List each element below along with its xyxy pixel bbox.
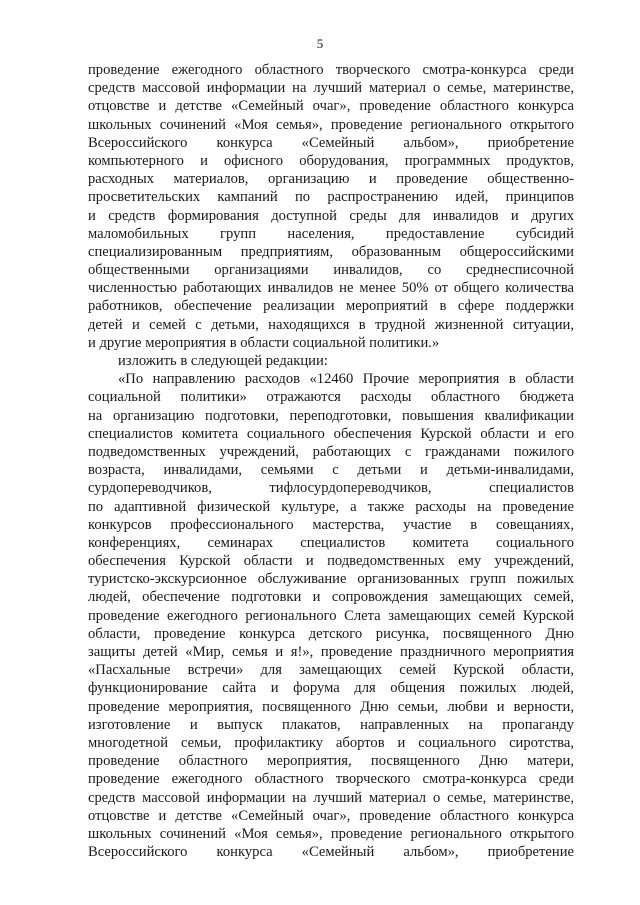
text-line: школьных сочинений «Моя семья», проведение регионального открытого xyxy=(88,116,574,133)
text-line: социальной политики» отражаются расходы областного бюджета xyxy=(88,389,574,406)
text-line: и средств формирования доступной среды для инвалидов и других xyxy=(88,207,574,224)
text-line: отцовстве и детстве «Семейный очаг», проведение областного конкурса xyxy=(88,98,574,115)
text-line: людей, обеспечение подготовки и сопровождения замещающих семей, xyxy=(88,589,574,606)
text-line: сурдопереводчиков, тифлосурдопереводчиков, специалистов xyxy=(88,480,574,497)
text-line: школьных сочинений «Моя семья», проведение регионального открытого xyxy=(88,825,574,842)
document-body xyxy=(88,61,574,861)
text-line: изготовление и выпуск плакатов, направленных на пропаганду xyxy=(88,716,574,733)
text-line: Всероссийского конкурса «Семейный альбом», приобретение xyxy=(88,844,574,861)
text-line: функционирование сайта и форума для общения пожилых людей, xyxy=(88,680,574,697)
text-line: расходных материалов, организацию и проведение общественно- xyxy=(88,171,574,188)
paragraph-new-wording xyxy=(88,370,574,861)
page-number: 5 xyxy=(316,36,324,51)
text-line: проведение ежегодного областного творческого смотра-конкурса среди xyxy=(88,62,574,78)
text-line: отцовстве и детстве «Семейный очаг», проведение областного конкурса xyxy=(88,807,574,824)
text-line: специалистов комитета социального обеспечения Курской области и его xyxy=(88,425,574,442)
text-line: проведение ежегодного областного творческого смотра-конкурса среди xyxy=(88,771,574,788)
text-line: средств массовой информации на лучший материал о семье, материнстве, xyxy=(88,789,574,806)
text-line: и другие мероприятия в области социальной политики.» xyxy=(88,334,440,351)
text-line: «Пасхальные встречи» для замещающих семей Курской области, xyxy=(88,662,574,679)
text-line: численностью работающих инвалидов не менее 50% от общего количества xyxy=(88,280,574,297)
text-line: «По направлению расходов «12460 Прочие мероприятия в области xyxy=(118,371,574,388)
text-line: просветительских кампаний по распространению идей, принципов xyxy=(88,189,574,206)
text-line: компьютерного и офисного оборудования, программных продуктов, xyxy=(88,152,574,169)
text-line: многодетной семьи, профилактику абортов и социального сиротства, xyxy=(88,734,574,751)
text-line: специализированным предприятиям, образованным общероссийскими xyxy=(88,243,574,260)
text-line: работников, обеспечение реализации мероприятий в сфере поддержки xyxy=(88,298,574,315)
text-line: изложить в следующей редакции: xyxy=(118,353,328,369)
text-line: защиты детей «Мир, семья и я!», проведение праздничного мероприятия xyxy=(88,644,574,660)
text-line: подведомственных учреждений, работающих с гражданами пожилого xyxy=(88,443,574,460)
text-line: маломобильных групп населения, предоставление субсидий xyxy=(88,225,574,242)
text-line: Всероссийского конкурса «Семейный альбом», приобретение xyxy=(88,134,574,151)
text-line: туристско-экскурсионное обслуживание организованных групп пожилых xyxy=(88,571,574,588)
text-line: средств массовой информации на лучший материал о семье, материнстве, xyxy=(88,80,574,97)
text-line: обеспечения Курской области и подведомственных ему учреждений, xyxy=(88,553,574,570)
text-line: проведение областного мероприятия, посвященного Дню матери, xyxy=(88,753,574,770)
text-line: на организацию подготовки, переподготовки, повышения квалификации xyxy=(88,407,574,424)
text-line: конференциях, семинарах специалистов комитета социального xyxy=(88,534,574,551)
text-line: по адаптивной физической культуре, а также расходы на проведение xyxy=(88,498,574,515)
text-line: детей и семей с детьми, находящихся в трудной жизненной ситуации, xyxy=(88,316,574,333)
text-line: возраста, инвалидами, семьями с детьми и детьми-инвалидами, xyxy=(88,462,574,479)
text-line: проведение ежегодного регионального Слета замещающих семей Курской xyxy=(88,607,574,624)
text-line: общественными организациями инвалидов, со среднесписочной xyxy=(88,262,574,279)
text-line: области, проведение конкурса детского рисунка, посвященного Дню xyxy=(88,625,574,642)
text-line: конкурсов профессионального мастерства, участие в совещаниях, xyxy=(88,516,574,533)
paragraph-instruction xyxy=(88,352,574,370)
text-line: проведение мероприятия, посвященного Дню семьи, любви и верности, xyxy=(88,698,574,715)
paragraph-continuation xyxy=(88,61,574,352)
